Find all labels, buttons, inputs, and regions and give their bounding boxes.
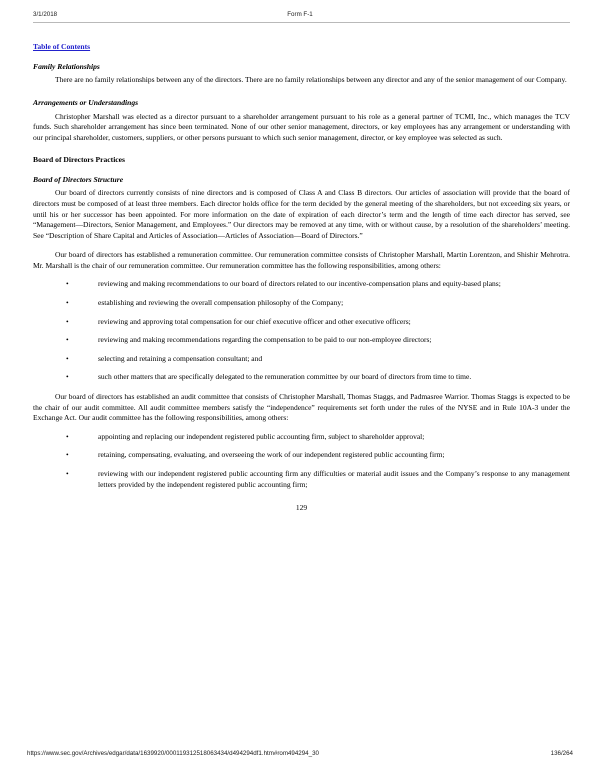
section-family-relationships xyxy=(33,62,570,86)
heading-board-of-directors-structure: Board of Directors Structure xyxy=(33,174,124,184)
bullet-icon: • xyxy=(66,431,69,441)
bullet-icon: • xyxy=(66,298,69,308)
spacer xyxy=(33,86,570,98)
bullet-icon: • xyxy=(66,353,69,363)
list-item xyxy=(33,354,570,365)
list-item xyxy=(33,279,570,290)
heading-family-relationships: Family Relationships xyxy=(33,62,100,71)
section-board-of-directors-structure xyxy=(33,175,570,490)
header-divider xyxy=(33,22,570,23)
paragraph-remuneration-committee: Our board of directors has established a remuneration committee. Our remuneration committee consists of Christopher Marshall, Martin Lorentzon, and Shishir Mehrotra. Mr. Marshall is the chair of our remuneration committee. Our remuneration committee has the following responsibilities, among others: xyxy=(33,250,570,270)
list-item-text: reviewing with our independent registered public accounting firm any difficulties or material audit issues and the Company’s response to any management letters provided by the independent registered public accounting firm; xyxy=(98,469,570,489)
list-item-text: reviewing and approving total compensation for our chief executive officer and other executive officers; xyxy=(98,316,411,326)
paragraph-family-relationships: There are no family relationships between any of the directors. There are no family relationships between any director and any of the senior management of our Company. xyxy=(55,75,567,85)
bullet-icon: • xyxy=(66,335,69,345)
list-item xyxy=(33,450,570,461)
list-item-text: such other matters that are specifically delegated to the remuneration committee by our board of directors from time to time. xyxy=(98,372,472,382)
table-of-contents-link[interactable]: Table of Contents xyxy=(33,42,91,51)
spacer xyxy=(33,143,570,155)
list-item xyxy=(33,469,570,490)
remuneration-responsibilities-list xyxy=(33,279,570,383)
spacer xyxy=(33,383,570,392)
audit-responsibilities-list xyxy=(33,432,570,490)
paragraph-board-structure-1: Our board of directors currently consists of nine directors and is composed of Class A and Class B directors. Our articles of association will provide that the board of directors must be composed of at least three members. Each director holds office for the term decided by the general meeting of the shareholders, but not exceeding six years, or until his or her successor has been appointed. For more information on the date of expiration of each director’s term and the length of time each director has served, see “Management—Directors, Senior Management, and Employees.” Our directors may be removed at any time, with or without cause, by a resolution of the shareholders’ meeting. See “Description of Share Capital and Articles of Association—Articles of Association—Board of Directors.” xyxy=(33,188,570,240)
print-header-title: Form F-1 xyxy=(287,11,313,18)
list-item-text: reviewing and making recommendations to our board of directors related to our incentive-compensation plans and equity-based plans; xyxy=(98,279,501,289)
list-item-text: selecting and retaining a compensation consultant; and xyxy=(98,353,263,363)
section-board-of-directors-practices xyxy=(33,155,570,164)
print-footer xyxy=(0,750,600,762)
spacer xyxy=(33,241,570,250)
bullet-icon: • xyxy=(66,316,69,326)
document-content xyxy=(33,36,570,514)
print-footer-page-indicator: 136/264 xyxy=(550,750,573,757)
print-header-date: 3/1/2018 xyxy=(33,11,58,18)
heading-arrangements-or-understandings: Arrangements or Understandings xyxy=(33,98,139,108)
print-footer-url: https://www.sec.gov/Archives/edgar/data/1639920/000119312518063434/d494294df1.htm#rom494294_30 xyxy=(27,750,319,757)
list-item xyxy=(33,335,570,346)
list-item-text: establishing and reviewing the overall compensation philosophy of the Company; xyxy=(98,298,344,308)
page-number: 129 xyxy=(295,503,308,513)
section-arrangements-or-understandings xyxy=(33,98,570,143)
paragraph-arrangements-or-understandings: Christopher Marshall was elected as a director pursuant to a shareholder arrangement pursuant to his role as a general partner of TCMI, Inc., which manages the TCV funds. Such shareholder arrangement has since been terminated. None of our other senior management, directors, or key employees has any arrangement or understanding with our principal shareholder, customers, suppliers, or other persons pursuant to which such senior management, director, or key employee was selected as such. xyxy=(33,111,570,142)
bullet-icon: • xyxy=(66,469,69,478)
bullet-icon: • xyxy=(66,372,69,382)
bullet-icon: • xyxy=(66,450,69,460)
list-item xyxy=(33,298,570,309)
paragraph-audit-committee: Our board of directors has established an audit committee that consists of Christopher Marshall, Thomas Staggs, and Padmasree Warrior. Thomas Staggs is expected to be the chair of our audit committee. All audit committee members satisfy the “independence” requirements set forth under the rules of the NYSE and in Rule 10A-3 under the Exchange Act. Our audit committee has the following responsibilities, among others: xyxy=(33,392,570,423)
heading-board-of-directors-practices: Board of Directors Practices xyxy=(33,155,126,165)
list-item xyxy=(33,317,570,328)
list-item-text: appointing and replacing our independent registered public accounting firm, subject to shareholder approval; xyxy=(98,431,425,441)
bullet-icon: • xyxy=(66,279,69,289)
list-item xyxy=(33,372,570,383)
list-item-text: retaining, compensating, evaluating, and overseeing the work of our independent registered public accounting firm; xyxy=(98,450,445,460)
list-item xyxy=(33,432,570,443)
list-item-text: reviewing and making recommendations regarding the compensation to be paid to our non-employee directors; xyxy=(98,335,432,345)
